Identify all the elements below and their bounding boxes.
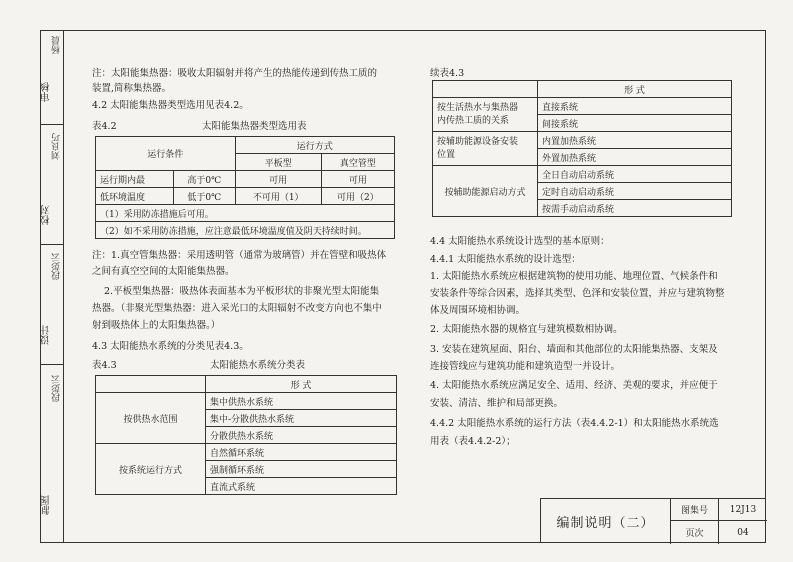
page-label: 页次 (671, 521, 719, 544)
atlas-number: 12J13 (719, 499, 767, 521)
page-number: 04 (737, 527, 749, 538)
row1-flat: 可用 (235, 171, 321, 188)
group-aux-position (433, 132, 538, 166)
para3-line1: 3. 安装在建筑屋面、阳台、墙面和其他部位的太阳能集热器、支架及 (430, 344, 718, 355)
draw-cell (40, 365, 64, 543)
note1-line2: 装置,简称集热器。 (92, 83, 172, 94)
group-aux-start: 按辅助能源启动方式 (433, 166, 538, 217)
para2: 2. 太阳能热水器的规格宜与建筑模数相协调。 (430, 324, 623, 335)
list-item: 外置加热系统 (538, 149, 732, 166)
approve-label: 审核 (41, 82, 52, 102)
atlas-label: 图集号 (671, 499, 719, 521)
note3-line2: 热器。（非聚光型集热器：进入采光口的太阳辐射不改变方向也不集中 (92, 303, 382, 314)
para1-line3: 体及周围环境相协调。 (430, 305, 526, 316)
list-item: 分散供热水系统 (206, 427, 397, 444)
check-label: 校对 (41, 205, 52, 225)
header-flat: 平板型 (235, 154, 321, 171)
header-vacuum: 真空管型 (321, 154, 394, 171)
list-item: 全日自动启动系统 (538, 166, 732, 183)
section-4-4: 4.4 太阳能热水系统设计选型的基本原则： (430, 236, 610, 247)
design-name: 段彭云 (52, 253, 62, 280)
para4-line1: 4. 太阳能热水系统应满足安全、适用、经济、美观的要求，并应便于 (430, 380, 718, 391)
approve-signature: 杨晨 (52, 36, 62, 54)
para4-line2: 安装、清洁、维护和局部更换。 (430, 398, 564, 409)
section-4-4-2-line1: 4.4.2 太阳能热水系统的运行方法（表4.4.2-1）和太阳能热水系统选 (430, 418, 719, 429)
table-4-2 (95, 136, 395, 239)
header-blank (433, 81, 538, 98)
drawing-title: 编制说明（二） (541, 499, 671, 544)
footnote-2: （2）如不采用防冻措施，应注意最低环境温度值及阴天持续时间。 (96, 222, 395, 239)
header-condition: 运行条件 (96, 137, 236, 171)
note2-line1: 注：1.真空管集热器：采用透明管（通常为玻璃管）并在管壁和吸热体 (92, 250, 387, 261)
header-form: 形 式 (206, 376, 397, 393)
row2-flat: 不可用（1） (235, 188, 321, 205)
list-item: 间接系统 (538, 115, 732, 132)
note3-line1: 2.平板型集热器：吸热体表面基本为平板形状的非聚光型太阳能集 (104, 286, 380, 297)
check-cell (40, 125, 64, 245)
group-line: 内传热工质的关系 (437, 115, 510, 126)
note1-line1: 注：太阳能集热器：吸收太阳辐射并将产生的热能传递到传热工质的 (92, 68, 378, 79)
list-item: 自然循环系统 (206, 444, 397, 461)
approve-cell (40, 30, 64, 125)
design-label: 设计 (41, 325, 52, 345)
footnote-1: （1）采用防冻措施后可用。 (96, 205, 395, 222)
list-item: 直接系统 (538, 98, 732, 115)
group-line: 位置 (437, 149, 456, 160)
list-item: 内置加热系统 (538, 132, 732, 149)
table-4-2-title: 太阳能集热器类型选用表 (202, 121, 307, 132)
draw-name: 段彭云 (52, 375, 62, 402)
header-form: 形 式 (538, 81, 732, 98)
note2-line2: 之间有真空空间的太阳能集热器。 (92, 266, 235, 277)
group-line: 按辅助能源设备安装 (437, 136, 519, 147)
list-item: 直流式系统 (206, 478, 397, 495)
table-4-3-title: 太阳能热水系统分类表 (210, 360, 306, 371)
note3-line3: 射到吸热体上的太阳集热器。） (92, 320, 221, 331)
row2-temp: 低于0℃ (173, 188, 235, 205)
section-4-4-2-line2: 用表（表4.4.2-2）； (430, 436, 516, 447)
row1-label: 运行期内最 (96, 171, 174, 188)
group-operation-mode: 按系统运行方式 (96, 444, 206, 495)
signature-strip (40, 30, 64, 543)
section-4-4-1: 4.4.1 太阳能热水系统的设计选型： (430, 254, 581, 265)
title-block (540, 498, 766, 543)
list-item: 定时自动启动系统 (538, 183, 732, 200)
check-name: 刘良巧 (52, 133, 62, 160)
draw-label: 制图 (41, 495, 52, 515)
para3-line2: 连接管线应与建筑功能和建筑造型一并设计。 (430, 361, 621, 372)
table-4-3-continued (432, 80, 732, 217)
para1-line2: 安装条件等综合因素，选择其类型、色泽和安装位置，并应与建筑物整 (430, 288, 725, 299)
row2-label: 低环境温度 (96, 188, 174, 205)
section-4-3: 4.3 太阳能热水系统的分类见表4.3。 (92, 341, 249, 352)
section-4-2: 4.2 太阳能集热器类型选用见表4.2。 (92, 100, 249, 111)
header-mode: 运行方式 (235, 137, 394, 154)
list-item: 集中供热水系统 (206, 393, 397, 410)
list-item: 集中-分散供热水系统 (206, 410, 397, 427)
list-item: 按需手动启动系统 (538, 200, 732, 217)
header-blank (96, 376, 206, 393)
design-cell (40, 245, 64, 365)
continued-table-label: 续表4.3 (430, 68, 465, 79)
row1-vacuum: 可用 (321, 171, 394, 188)
table-4-3 (95, 375, 397, 495)
list-item: 强制循环系统 (206, 461, 397, 478)
table-4-3-label: 表4.3 (92, 360, 117, 371)
group-medium-relation (433, 98, 538, 132)
table-4-2-label: 表4.2 (92, 121, 117, 132)
group-line: 按生活热水与集热器 (437, 102, 519, 113)
para1-line1: 1. 太阳能热水系统应根据建筑物的使用功能、地理位置、气候条件和 (430, 271, 718, 282)
row2-vacuum: 可用（2） (321, 188, 394, 205)
group-supply-range: 按供热水范围 (96, 393, 206, 444)
row1-temp: 高于0℃ (173, 171, 235, 188)
